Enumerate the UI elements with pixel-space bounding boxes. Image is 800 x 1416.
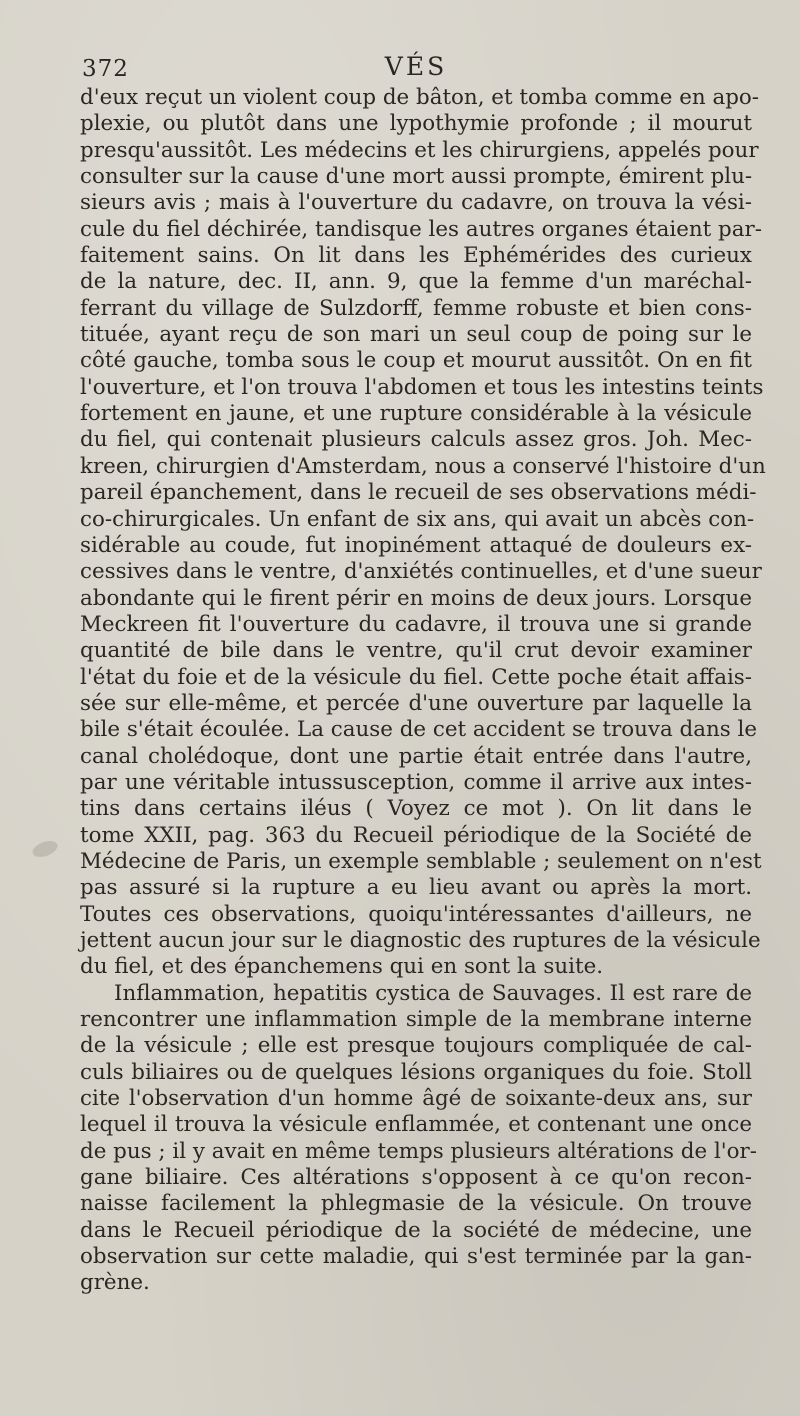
text-line: de pus ; il y avait en même temps plusieurs altérations de l'or-	[80, 1138, 757, 1164]
text-line: Toutes ces observations, quoiqu'intéressantes d'ailleurs, ne	[80, 901, 752, 927]
text-line: Inflammation, hepatitis cystica de Sauvages. Il est rare de	[114, 980, 752, 1006]
text-line: lequel il trouva la vésicule enflammée, et contenant une once	[80, 1112, 752, 1138]
text-line: du fiel, qui contenait plusieurs calculs assez gros. Joh. Mec-	[80, 427, 752, 453]
text-line: cite l'observation d'un homme âgé de soixante-deux ans, sur	[80, 1086, 752, 1112]
text-line: de la nature, dec. II, ann. 9, que la femme d'un maréchal-	[80, 269, 752, 295]
text-line: cule du fiel déchirée, tandisque les autres organes étaient par-	[80, 216, 762, 242]
text-line: du fiel, et des épanchemens qui en sont la suite.	[80, 954, 604, 980]
text-line: l'ouverture, et l'on trouva l'abdomen et tous les intestins teints	[80, 374, 764, 400]
text-line: plexie, ou plutôt dans une lypothymie profonde ; il mourut	[80, 111, 752, 137]
text-line: canal cholédoque, dont une partie était entrée dans l'autre,	[80, 743, 752, 769]
text-line: presqu'aussitôt. Les médecins et les chirurgiens, appelés pour	[80, 137, 759, 163]
body-text	[80, 85, 766, 1297]
text-line: jettent aucun jour sur le diagnostic des ruptures de la vésicule	[80, 928, 761, 953]
text-line: Médecine de Paris, un exemple semblable ; seulement on n'est	[80, 848, 762, 874]
text-line: cessives dans le ventre, d'anxiétés continuelles, et d'une sueur	[80, 559, 762, 585]
text-line: de la vésicule ; elle est presque toujours compliquée de cal-	[80, 1033, 752, 1059]
text-line: co-chirurgicales. Un enfant de six ans, qui avait un abcès con-	[80, 506, 755, 532]
text-line: ferrant du village de Sulzdorff, femme robuste et bien cons-	[80, 295, 752, 321]
ink-smudge	[30, 838, 59, 860]
text-line: dans le Recueil périodique de la société de médecine, une	[80, 1217, 752, 1243]
text-line: l'état du foie et de la vésicule du fiel. Cette poche était affais-	[80, 664, 752, 690]
text-line: abondante qui le firent périr en moins de deux jours. Lorsque	[80, 585, 752, 611]
text-line: sée sur elle-même, et percée d'une ouverture par laquelle la	[80, 690, 752, 716]
page-number: 372	[82, 56, 129, 82]
text-line: par une véritable intussusception, comme il arrive aux intes-	[80, 769, 752, 795]
text-line: d'eux reçut un violent coup de bâton, et tomba comme en apo-	[80, 85, 760, 110]
text-line: kreen, chirurgien d'Amsterdam, nous a conservé l'histoire d'un	[80, 453, 766, 479]
text-line: pas assuré si la rupture a eu lieu avant ou après la mort.	[80, 875, 752, 901]
text-line: observation sur cette maladie, qui s'est terminée par la gan-	[80, 1244, 752, 1270]
text-line: faitement sains. On lit dans les Ephémérides des curieux	[80, 243, 752, 269]
text-line: Meckreen fit l'ouverture du cadavre, il trouva une si grande	[80, 611, 752, 637]
text-line: consulter sur la cause d'une mort aussi prompte, émirent plu-	[80, 164, 753, 190]
text-line: tins dans certains iléus ( Voyez ce mot ). On lit dans le	[80, 796, 752, 822]
text-line: naisse facilement la phlegmasie de la vésicule. On trouve	[80, 1191, 752, 1217]
text-line: culs biliaires ou de quelques lésions organiques du foie. Stoll	[80, 1059, 752, 1085]
text-line: quantité de bile dans le ventre, qu'il crut devoir examiner	[80, 638, 752, 664]
running-head: VÉS	[384, 52, 448, 81]
text-line: sieurs avis ; mais à l'ouverture du cadavre, on trouva la vési-	[80, 190, 752, 216]
text-line: côté gauche, tomba sous le coup et mourut aussitôt. On en fit	[80, 348, 752, 374]
text-line: rencontrer une inflammation simple de la membrane interne	[80, 1007, 752, 1033]
text-line: grène.	[80, 1270, 150, 1296]
text-line: sidérable au coude, fut inopinément attaqué de douleurs ex-	[80, 532, 752, 558]
text-line: gane biliaire. Ces altérations s'opposent à ce qu'on recon-	[80, 1165, 752, 1191]
page-header	[80, 48, 752, 88]
text-line: bile s'était écoulée. La cause de cet accident se trouva dans le	[80, 717, 758, 743]
text-line: tituée, ayant reçu de son mari un seul coup de poing sur le	[80, 322, 752, 348]
text-line: tome XXII, pag. 363 du Recueil périodique de la Société de	[80, 822, 752, 848]
text-line: pareil épanchement, dans le recueil de ses observations médi-	[80, 480, 757, 506]
text-line: fortement en jaune, et une rupture considérable à la vésicule	[80, 401, 752, 427]
